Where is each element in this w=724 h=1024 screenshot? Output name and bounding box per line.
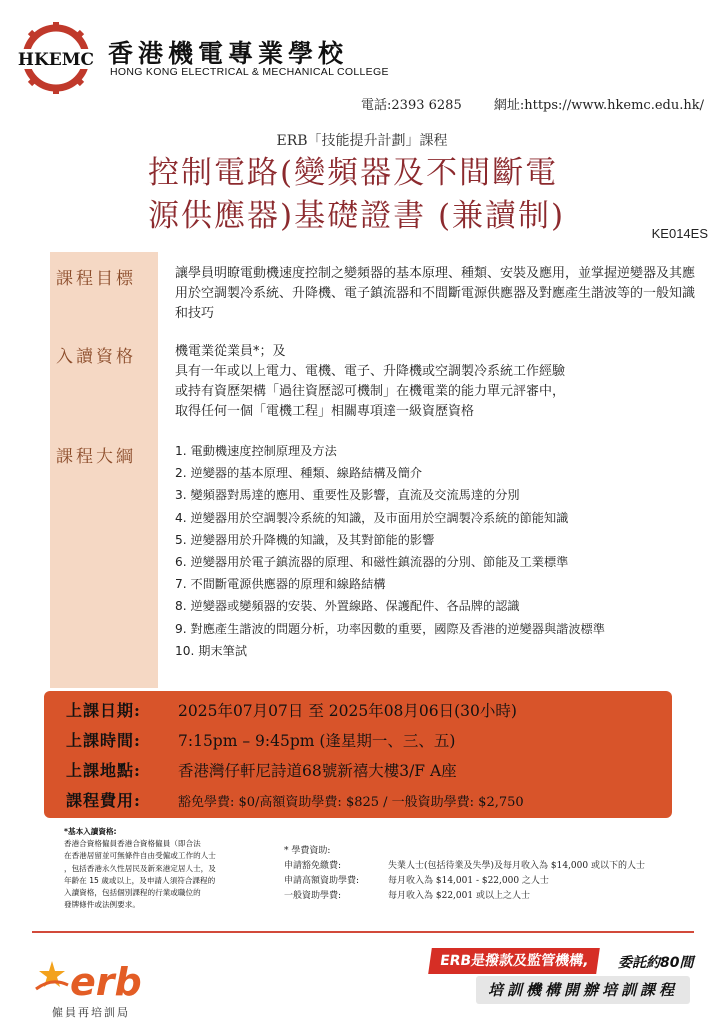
fee-note-key: 申請高額資助學費: xyxy=(284,876,360,886)
outline-item: 6. 逆變器用於電子鎮流器的原理、和磁性鎮流器的分別、節能及工業標準 xyxy=(175,555,569,570)
entry-requirements xyxy=(175,342,695,422)
time-label: 上課時間: xyxy=(66,731,141,750)
course-title-line1: 控制電路(變頻器及不間斷電 xyxy=(148,155,559,191)
entry-note-line: 年齡在 15 歲或以上，及申請人須符合課程的 xyxy=(64,875,216,885)
entry-note xyxy=(64,826,264,911)
venue-value: 香港灣仔軒尼詩道68號新禧大樓3/F A座 xyxy=(178,762,457,780)
phone-number: 電話:2393 6285 xyxy=(361,98,462,113)
course-title-line2: 源供應器)基礎證書 (兼讀制) xyxy=(148,198,566,234)
outline-item: 8. 逆變器或變頻器的安裝、外置線路、保護配件、各品牌的認識 xyxy=(175,599,520,614)
entry-note-line: ，包括香港永久性居民及新來港定居人士，及 xyxy=(64,863,216,873)
fee-note-row xyxy=(284,889,645,904)
outline-item: 9. 對應產生諧波的問題分析，功率因數的重要，國際及香港的逆變器與諧波標準 xyxy=(175,621,605,636)
fee-note-value: 每月收入為 $22,001 或以上之人士 xyxy=(388,891,530,901)
entry-line: 具有一年或以上電力、電機、電子、升降機或空調製冷系統工作經驗 xyxy=(175,364,566,379)
erb-banner xyxy=(420,948,716,1014)
fee-note-title: * 學費資助: xyxy=(284,846,331,856)
course-subtitle: ERB「技能提升計劃」課程 xyxy=(276,133,448,149)
entry-line: 或持有資歷架構「過往資歷認可機制」在機電業的能力單元評審中， xyxy=(175,384,566,399)
fee-subsidy-note xyxy=(284,844,645,904)
outline-item: 5. 逆變器用於升降機的知識，及其對節能的影響 xyxy=(175,532,435,547)
outline-item: 4. 逆變器用於空調製冷系統的知識，及市面用於空調製冷系統的節能知識 xyxy=(175,510,569,525)
svg-text:HKEMC: HKEMC xyxy=(17,50,95,70)
fee-value: 豁免學費: $0/高額資助學費: $825 / 一般資助學費: $2,750 xyxy=(178,795,524,810)
outline-label: 課程大綱 xyxy=(56,447,136,467)
website-link[interactable]: 網址:https://www.hkemc.edu.hk/ xyxy=(493,98,704,113)
fee-note-key: 申請豁免繳費: xyxy=(284,861,342,871)
contact-info xyxy=(361,94,704,113)
section-sidebar xyxy=(50,252,158,688)
fee-note-row xyxy=(284,859,645,874)
outline-item: 7. 不間斷電源供應器的原理和線路結構 xyxy=(175,577,386,592)
fee-note-row xyxy=(284,874,645,889)
outline-item: 10. 期末筆試 xyxy=(175,643,248,658)
venue-label: 上課地點: xyxy=(66,761,141,780)
fee-note-value: 每月收入為 $14,001 - $22,000 之人士 xyxy=(388,876,549,886)
time-value: 7:15pm – 9:45pm (逢星期一、三、五) xyxy=(178,732,456,750)
hkemc-logo xyxy=(14,20,98,100)
fee-label: 課程費用: xyxy=(66,791,141,810)
objective-text: 讓學員明瞭電動機速度控制之變頻器的基本原理、種類、安裝及應用，並掌握逆變器及其應用於空調製冷系統、升降機、電子鎮流器和不間斷電源供應器及對應產生諧波等的一般知識和技巧 xyxy=(175,266,696,321)
footer-divider xyxy=(32,931,694,933)
entry-note-line: 香港合資格僱員香港合資格僱員（即合法 xyxy=(64,839,201,849)
objective-label: 課程目標 xyxy=(56,269,136,289)
course-title xyxy=(148,152,565,238)
erb-name: 僱員再培訓局 xyxy=(52,1006,130,1019)
venue-row xyxy=(66,758,457,781)
entry-line: 取得任何一個「電機工程」相關專項達一級資歷資格 xyxy=(175,404,475,419)
date-row xyxy=(66,698,517,721)
outline-item: 3. 變頻器對馬達的應用、重要性及影響，直流及交流馬達的分別 xyxy=(175,488,520,503)
erb-logo xyxy=(32,955,172,1007)
banner-line1b: 委託約80間 xyxy=(618,955,694,971)
fee-note-key: 一般資助學費: xyxy=(284,891,342,901)
entry-line: 機電業從業員*；及 xyxy=(175,344,286,359)
banner-line2: 培訓機構開辦培訓課程 xyxy=(476,976,690,1004)
outline-item: 2. 逆變器的基本原理、種類、線路結構及簡介 xyxy=(175,466,423,481)
outline-item: 1. 電動機速度控制原理及方法 xyxy=(175,444,337,458)
school-name-en: HONG KONG ELECTRICAL & MECHANICAL COLLEGE xyxy=(110,66,389,78)
erb-logo-text: erb xyxy=(70,960,142,1004)
course-code: KE014ES xyxy=(651,226,708,241)
entry-label: 入讀資格 xyxy=(56,347,136,367)
banner-line1: ERB是撥款及監管機構, xyxy=(428,948,600,974)
date-value: 2025年07月07日 至 2025年08月06日(30小時) xyxy=(178,702,517,720)
entry-note-line: 發牌條件或法例要求。 xyxy=(64,900,140,910)
entry-note-line: 入讀資格，包括個別課程的行業或職位的 xyxy=(64,888,201,898)
entry-note-line: 在香港居留並可無條件自由受僱或工作的人士 xyxy=(64,851,216,861)
school-name-zh: 香港機電專業學校 xyxy=(108,39,349,68)
date-label: 上課日期: xyxy=(66,701,141,720)
entry-note-title: *基本入讀資格: xyxy=(64,827,117,836)
outline-list xyxy=(175,440,695,662)
fee-note-value: 失業人士(包括待業及失學)及每月收入為 $14,000 或以下的人士 xyxy=(388,861,645,871)
fee-row xyxy=(66,788,524,811)
time-row xyxy=(66,728,455,751)
